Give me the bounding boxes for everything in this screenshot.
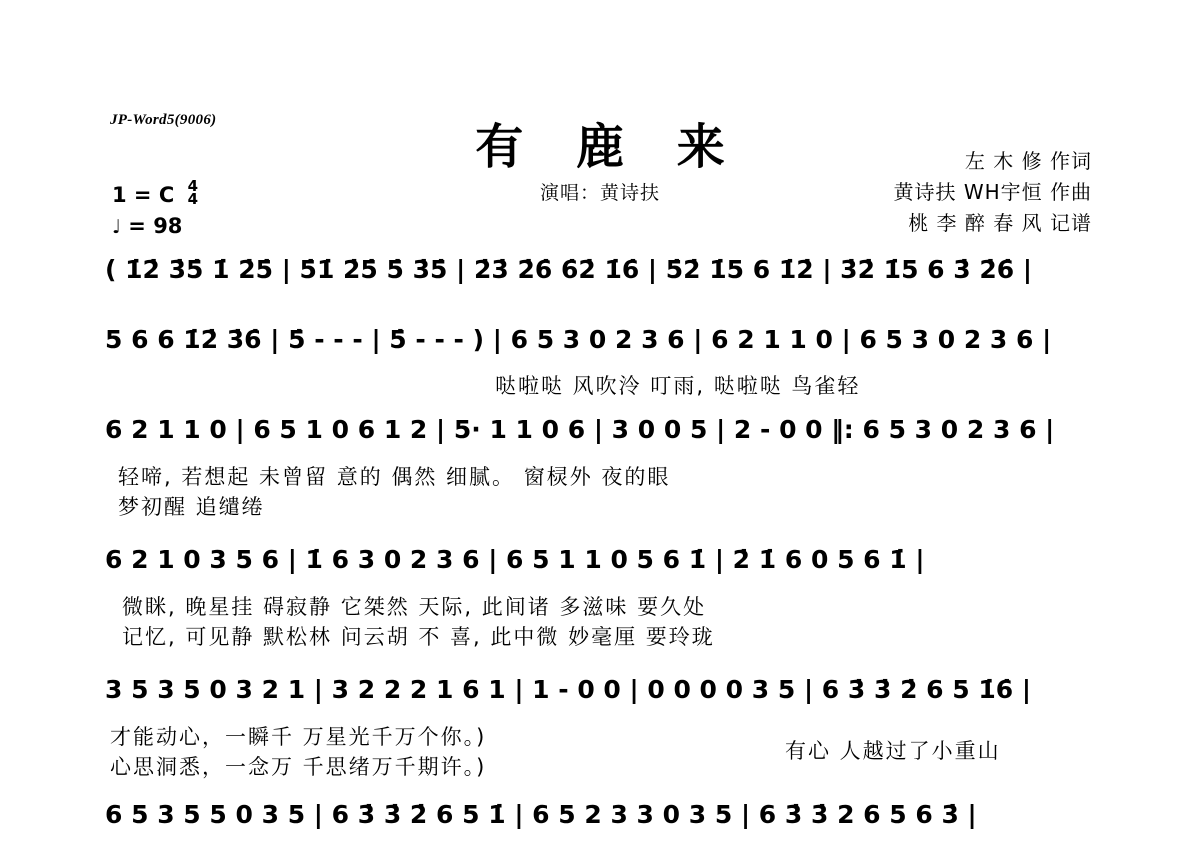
system-3-lyrics-verse2: 梦初醒 追缱绻	[118, 495, 265, 519]
system-2-lyrics-verse1: 哒啦哒 风吹泠 叮雨, 哒啦哒 鸟雀轻	[495, 374, 861, 398]
key-signature	[112, 177, 198, 208]
time-signature-bottom: 4	[187, 190, 198, 208]
song-title: 有 鹿 来	[475, 119, 743, 175]
system-1-notation: ( 1̇2̇ 3̇5̇ 1̇ 2̇5̇ | 5̇1̇ 2̇5̇ 5̇ 3̇5̇ | 2̇3̇ 2̇6̇ 6̇2̇ 1̇6̇ | 5̇2̇ 1̇5 6 1̇2̇ | 3̇2̇ 1̇5 6 3̇ 2̇6̇ |	[105, 255, 1032, 284]
system-2-notation: 5 6 6 1̇2̇ 3̇6̇ | 5̇ - - - | 5̇ - - - ) | 6 5 3 0 2 3 6 | 6 2 1 1 0 | 6 5 3 0 2 3 6 |	[105, 325, 1052, 354]
document-code: JP-Word5(9006)	[110, 112, 217, 128]
time-signature	[187, 177, 198, 208]
performer-subtitle: 演唱：黄诗扶	[539, 182, 660, 204]
system-3-notation: 6 2 1 1 0 | 6 5 1 0 6 1 2 | 5· 1 1 0 6 | 3 0 0 5 | 2 - 0 0 ‖: 6 5 3 0 2 3 6 |	[105, 415, 1055, 444]
time-signature-top: 4	[187, 177, 198, 195]
credits-block	[893, 146, 1092, 239]
system-4-notation: 6 2 1 0 3 5 6 | 1̇ 6 3 0 2 3 6 | 6 5 1 1 0 5 6 1̇ | 2̇ 1̇ 6 0 5 6 1̇ |	[105, 545, 925, 574]
system-4-lyrics-verse1: 微眯, 晚星挂 碍寂静 它桀然 天际, 此间诸 多滋味 要久处	[122, 595, 707, 619]
system-5-notation: 3 5 3 5 0 3 2 1 | 3 2 2 2 1 6 1 | 1 - 0 0 | 0 0 0 0 3 5 | 6 3̇ 3̇ 2̇ 6 5 1̇6̇ |	[105, 675, 1032, 704]
quarter-note-icon: ♩	[112, 216, 121, 238]
tempo-marking	[112, 214, 182, 238]
system-6-notation: 6 5 3 5 5 0 3 5 | 6 3̇ 3̇ 2̇ 6 5 1̇ | 6 5 2 3 3 0 3 5 | 6 3̇ 3̇ 2 6 5 6 3̇ |	[105, 800, 977, 829]
credit-lyricist: 左 木 修 作词	[964, 149, 1092, 173]
tempo-value: = 98	[128, 214, 183, 238]
system-5-lyrics-right: 有心 人越过了小重山	[785, 739, 1001, 763]
system-3-lyrics-verse1: 轻啼, 若想起 未曾留 意的 偶然 细腻。 窗棂外 夜的眼	[118, 465, 671, 489]
system-5-lyrics-verse2: 心思洞悉，一念万 千思绪万千期许。)	[110, 755, 487, 779]
key-label: 1 = C	[112, 183, 175, 207]
credit-composer: 黄诗扶 WH宇恒 作曲	[893, 180, 1092, 204]
credit-transcriber: 桃 李 醉 春 风 记谱	[908, 211, 1092, 235]
system-5-lyrics-verse1: 才能动心，一瞬千 万星光千万个你。)	[110, 725, 487, 749]
system-4-lyrics-verse2: 记忆, 可见静 默松林 问云胡 不 喜, 此中微 妙毫厘 要玲珑	[122, 625, 715, 649]
